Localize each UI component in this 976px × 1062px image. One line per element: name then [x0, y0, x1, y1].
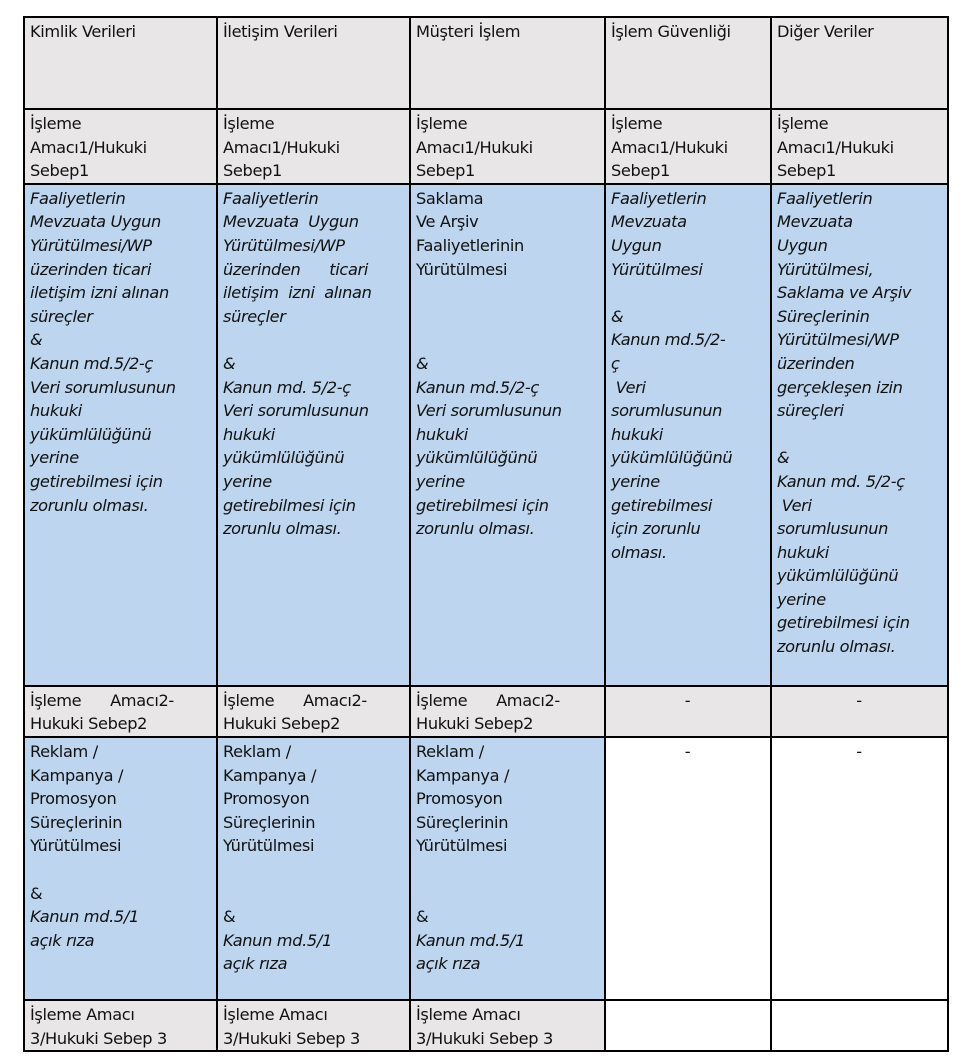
cell-line: Yürütülmesi/WP [777, 330, 899, 350]
purpose1-content-cell [217, 184, 410, 686]
cell-line: yerine [416, 471, 465, 491]
cell-line: zorunlu olması. [777, 637, 896, 657]
cell-line: Amacı1/Hukuki [416, 137, 533, 157]
cell-line: Süreçlerinin [777, 306, 870, 326]
cell-line: İşleme Amacı [30, 1004, 135, 1024]
cell-line: - [856, 741, 862, 761]
cell-line: Uygun [611, 235, 662, 255]
header-musteri-islem: Müşteri İşlem [410, 17, 605, 109]
purpose2-label-cell [410, 686, 605, 737]
cell-line: hukuki [223, 424, 275, 444]
cell-line: Faaliyetlerin [611, 188, 707, 208]
purpose1-content-cell [24, 184, 217, 686]
cell-line: Mevzuata [777, 212, 853, 232]
cell-line: & [30, 330, 43, 350]
cell-line: İşleme Amacı2- [30, 690, 174, 710]
purpose3-label-cell [24, 1000, 217, 1051]
cell-line: Faaliyetlerinin [416, 235, 524, 255]
cell-line: Saklama [416, 188, 484, 208]
cell-line: Kanun md.5/2-ç [30, 353, 153, 373]
header-iletisim-verileri: İletişim Verileri [217, 17, 410, 109]
cell-line: getirebilmesi için [223, 495, 356, 515]
cell-line: İşleme [223, 114, 275, 133]
cell-line: İşleme Amacı2- [223, 690, 367, 710]
purpose2-content-cell [771, 737, 948, 1000]
cell-line: İşleme Amacı [416, 1004, 521, 1024]
cell-line [777, 423, 941, 447]
cell-line: hukuki [777, 542, 829, 562]
cell-line: Sebep1 [416, 161, 475, 181]
cell-line: Veri sorumlusunun [416, 401, 562, 421]
cell-line: getirebilmesi için [30, 471, 163, 491]
cell-line: Promosyon [30, 789, 117, 809]
purpose2-content-cell [410, 737, 605, 1000]
cell-line: Amacı1/Hukuki [223, 137, 340, 157]
cell-line: & [611, 306, 624, 326]
cell-line: Faaliyetlerin [223, 188, 319, 208]
cell-line [416, 305, 598, 329]
cell-line: açık rıza [30, 930, 95, 950]
cell-line: & [30, 883, 43, 903]
cell-line: İşleme [777, 114, 829, 133]
cell-line: Sebep1 [777, 161, 836, 181]
cell-line: Hukuki Sebep2 [30, 714, 148, 734]
cell-line: Kanun md. 5/2-ç [223, 377, 351, 397]
purpose3-label-cell [410, 1000, 605, 1051]
purpose2-label-cell [771, 686, 948, 737]
cell-line: üzerinden [777, 353, 855, 373]
cell-line: Saklama ve Arşiv [777, 283, 912, 303]
cell-line: yerine [30, 448, 79, 468]
purpose1-content-row [24, 184, 948, 686]
cell-line: Kanun md.5/1 [416, 930, 525, 950]
cell-line: Kanun md.5/1 [30, 907, 139, 927]
cell-line: İşleme Amacı [223, 1004, 328, 1024]
purpose1-content-cell [410, 184, 605, 686]
cell-line: Uygun [777, 235, 828, 255]
cell-line: Hukuki Sebep2 [416, 714, 534, 734]
cell-line: Yürütülmesi, [777, 259, 874, 279]
cell-line: İşleme Amacı2- [416, 690, 560, 710]
purpose2-content-cell [217, 737, 410, 1000]
cell-line: & [416, 907, 429, 927]
purpose2-label-cell [605, 686, 771, 737]
cell-line: Süreçlerinin [223, 812, 316, 832]
cell-line: Veri [777, 495, 812, 515]
cell-line: getirebilmesi için [416, 495, 549, 515]
purpose2-content-cell [605, 737, 771, 1000]
cell-line: Yürütülmesi [30, 836, 122, 856]
cell-line [611, 1003, 764, 1027]
purpose1-content-cell [605, 184, 771, 686]
cell-line: Yürütülmesi [416, 259, 508, 279]
cell-line [223, 328, 403, 352]
cell-line: İşleme [416, 114, 468, 133]
cell-line [416, 281, 598, 305]
cell-line: Ve Arşiv [416, 212, 479, 232]
cell-line: Yürütülmesi [223, 836, 315, 856]
header-diger-veriler: Diğer Veriler [771, 17, 948, 109]
cell-line: Yürütülmesi [611, 259, 703, 279]
cell-line: Promosyon [223, 789, 310, 809]
cell-line: üzerinden ticari [30, 259, 151, 279]
purpose1-label-row [24, 109, 948, 184]
cell-line: Amacı1/Hukuki [777, 137, 894, 157]
cell-line: yerine [777, 589, 826, 609]
cell-line: hukuki [416, 424, 468, 444]
cell-line [416, 858, 598, 882]
purpose1-label-cell [24, 109, 217, 184]
cell-line: getirebilmesi [611, 495, 713, 515]
cell-line: yükümlülüğünü [777, 566, 899, 586]
cell-line: üzerinden ticari [223, 259, 368, 279]
cell-line: getirebilmesi için [777, 613, 910, 633]
cell-line: için zorunlu [611, 519, 701, 539]
cell-line: 3/Hukuki Sebep 3 [30, 1028, 167, 1048]
cell-line [777, 1003, 941, 1027]
cell-line: İşleme [30, 114, 82, 133]
cell-line: Veri sorumlusunun [223, 401, 369, 421]
cell-line: zorunlu olması. [223, 519, 342, 539]
cell-line: Faaliyetlerin [777, 188, 873, 208]
cell-line [30, 858, 210, 882]
cell-line: Kanun md.5/1 [223, 930, 332, 950]
cell-line: Amacı1/Hukuki [30, 137, 147, 157]
cell-line: Amacı1/Hukuki [611, 137, 728, 157]
purpose1-label-cell [217, 109, 410, 184]
cell-line: Veri sorumlusunun [30, 377, 176, 397]
cell-line: 3/Hukuki Sebep 3 [416, 1028, 553, 1048]
cell-line: hukuki [611, 424, 663, 444]
cell-line: Reklam / [416, 741, 484, 761]
purpose2-content-cell [24, 737, 217, 1000]
header-islem-guvenligi: İşlem Güvenliği [605, 17, 771, 109]
cell-line: açık rıza [223, 954, 288, 974]
cell-line: sorumlusunun [777, 519, 889, 539]
cell-line: yükümlülüğünü [416, 448, 538, 468]
cell-line: süreçleri [777, 401, 844, 421]
cell-line: - [856, 690, 862, 710]
cell-line: Süreçlerinin [416, 812, 509, 832]
cell-line: olması. [611, 542, 667, 562]
purpose1-content-cell [771, 184, 948, 686]
purpose2-label-cell [24, 686, 217, 737]
cell-line: 3/Hukuki Sebep 3 [223, 1028, 360, 1048]
cell-line: ç [611, 353, 620, 373]
purpose2-label-row [24, 686, 948, 737]
cell-line: Süreçlerinin [30, 812, 123, 832]
data-processing-table [23, 16, 949, 1052]
cell-line: Kampanya / [223, 765, 317, 785]
cell-line: Mevzuata Uygun [30, 212, 161, 232]
cell-line: Promosyon [416, 789, 503, 809]
purpose3-label-cell [605, 1000, 771, 1051]
cell-line: Mevzuata Uygun [223, 212, 359, 232]
cell-line: Kanun md.5/2-ç [416, 377, 539, 397]
cell-line: Yürütülmesi [416, 836, 508, 856]
cell-line: iletişim izni alınan [30, 283, 169, 303]
cell-line: yerine [611, 471, 660, 491]
header-row [24, 17, 948, 109]
cell-line: Sebep1 [30, 161, 89, 181]
cell-line: hukuki [30, 401, 82, 421]
cell-line: İşleme [611, 114, 663, 133]
cell-line: Kampanya / [30, 765, 124, 785]
cell-line: Kanun md. 5/2-ç [777, 471, 905, 491]
cell-line: & [777, 448, 790, 468]
purpose3-label-row [24, 1000, 948, 1051]
cell-line [416, 328, 598, 352]
cell-line: - [684, 690, 691, 710]
cell-line: sorumlusunun [611, 401, 723, 421]
purpose3-label-cell [771, 1000, 948, 1051]
purpose2-content-row [24, 737, 948, 1000]
cell-line: Kanun md.5/2- [611, 330, 726, 350]
cell-line: yükümlülüğünü [223, 448, 345, 468]
purpose2-label-cell [217, 686, 410, 737]
cell-line: süreçler [223, 306, 286, 326]
cell-line: Yürütülmesi/WP [30, 235, 152, 255]
cell-line: gerçekleşen izin [777, 377, 903, 397]
cell-line: Hukuki Sebep2 [223, 714, 341, 734]
cell-line: Sebep1 [611, 161, 670, 181]
cell-line: Faaliyetlerin [30, 188, 126, 208]
cell-line: & [223, 907, 236, 927]
purpose1-label-cell [771, 109, 948, 184]
cell-line: & [223, 353, 236, 373]
purpose3-label-cell [217, 1000, 410, 1051]
cell-line: - [684, 741, 691, 761]
purpose1-label-cell [605, 109, 771, 184]
cell-line: zorunlu olması. [416, 519, 535, 539]
cell-line: Kampanya / [416, 765, 510, 785]
cell-line: yükümlülüğünü [611, 448, 733, 468]
cell-line: & [416, 353, 429, 373]
cell-line: süreçler [30, 306, 93, 326]
cell-line: yerine [223, 471, 272, 491]
cell-line: Sebep1 [223, 161, 282, 181]
cell-line: açık rıza [416, 954, 481, 974]
cell-line: Reklam / [30, 741, 98, 761]
cell-line: yükümlülüğünü [30, 424, 152, 444]
cell-line: Mevzuata [611, 212, 687, 232]
cell-line: Yürütülmesi/WP [223, 235, 345, 255]
purpose1-label-cell [410, 109, 605, 184]
cell-line [223, 882, 403, 906]
cell-line: zorunlu olması. [30, 495, 149, 515]
cell-line [611, 281, 764, 305]
header-kimlik-verileri: Kimlik Verileri [24, 17, 217, 109]
cell-line: Reklam / [223, 741, 291, 761]
cell-line: Veri [611, 377, 646, 397]
cell-line [223, 858, 403, 882]
cell-line [416, 882, 598, 906]
cell-line: iletişim izni alınan [223, 283, 372, 303]
